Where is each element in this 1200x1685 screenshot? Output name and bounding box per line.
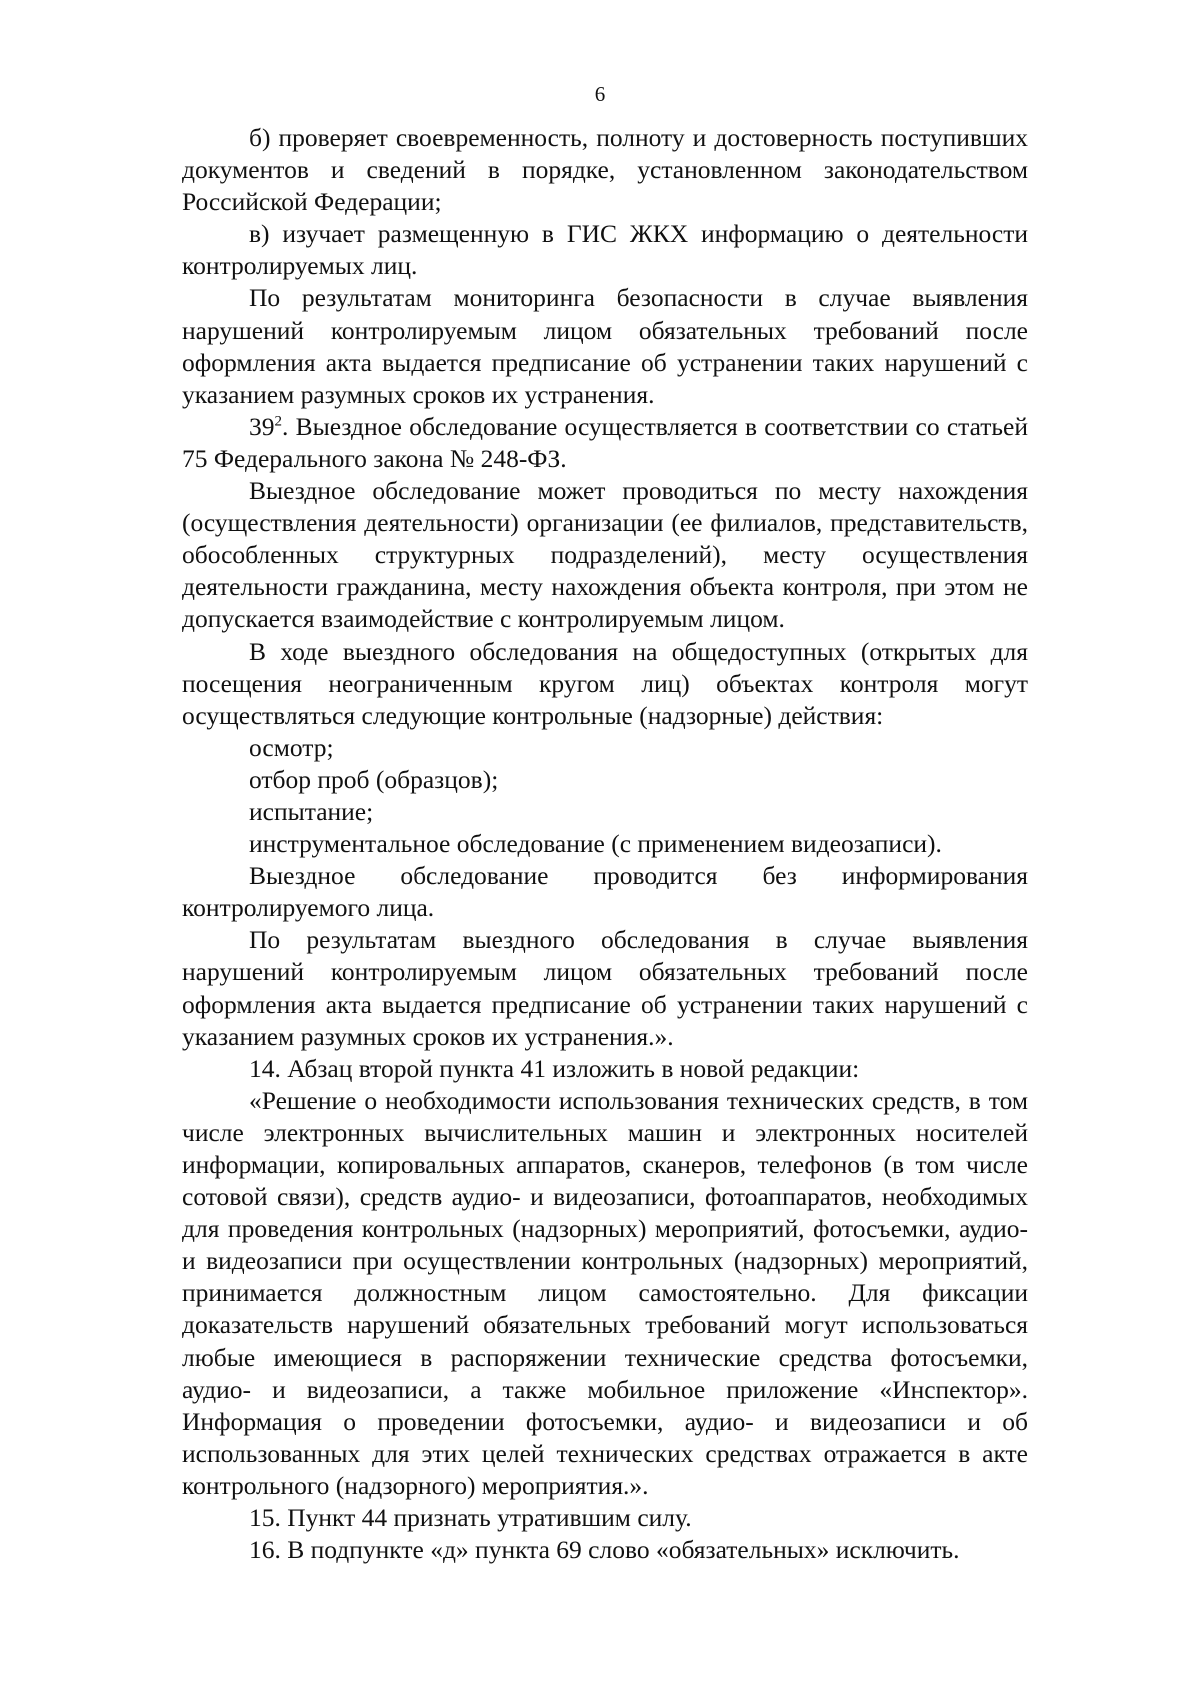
paragraph-technical-means: «Решение о необходимости использования технических средств, в том числе электронных вычислительных машин и электронных носителей информации, копировальных аппаратов, сканеров, телефонов (в том числе сотовой связи), средств аудио- и видеозаписи, фотоаппаратов, необходимых для проведения контрольных (надзорных) мероприятий, фотосъемки, аудио- и видеозаписи при осуществлении контрольных (надзорных) мероприятий, принимается должностным лицом самостоятельно. Для фиксации доказательств нарушений обязательных требований могут использоваться любые имеющиеся в распоряжении технические средства фотосъемки, аудио- и видеозаписи, а также мобильное приложение «Инспектор». Информация о проведении фотосъемки, аудио- и видеозаписи и об использованных для этих целей технических средствах отражается в акте контрольного (надзорного) мероприятия.». (182, 1085, 1028, 1500)
document-body (182, 122, 1028, 1566)
list-item-inspection: осмотр; (249, 732, 334, 762)
list-item-sampling: отбор проб (образцов); (249, 764, 499, 794)
paragraph-inspection-results: По результатам выездного обследования в случае выявления нарушений контролируемым лицом обязательных требований после оформления акта выдается предписание об устранении таких нарушений с указанием разумных сроков их устранения.». (182, 925, 1028, 1051)
clause-text: . Выездное обследование осуществляется в соответствии со статьей 75 Федерального закона № 248-ФЗ. (182, 411, 1028, 473)
paragraph-monitoring-results: По результатам мониторинга безопасности в случае выявления нарушений контролируемым лицом обязательных требований после оформления акта выдается предписание об устранении таких нарушений с указанием разумных сроков их устранения. (182, 283, 1028, 409)
page-number: 6 (594, 82, 606, 106)
list-item-testing: испытание; (249, 796, 374, 826)
paragraph-item-15: 15. Пункт 44 признать утратившим силу. (249, 1503, 692, 1533)
paragraph-no-notification: Выездное обследование проводится без информирования контролируемого лица. (182, 861, 1028, 923)
list-item-instrumental-survey: инструментальное обследование (с применением видеозаписи). (249, 829, 942, 859)
paragraph-field-inspection-actions: В ходе выездного обследования на общедоступных (открытых для посещения неограниченным кругом лиц) объектах контроля могут осуществляться следующие контрольные (надзорные) действия: (182, 636, 1028, 730)
paragraph-39-2 (182, 411, 1028, 475)
paragraph-v: в) изучает размещенную в ГИС ЖКХ информацию о деятельности контролируемых лиц. (182, 219, 1028, 281)
paragraph-item-14: 14. Абзац второй пункта 41 изложить в новой редакции: (249, 1053, 860, 1083)
paragraph-field-inspection-location: Выездное обследование может проводиться по месту нахождения (осуществления деятельности) организации (ее филиалов, представительств, обособленных структурных подразделений), месту осуществления деятельности гражданина, месту нахождения объекта контроля, при этом не допускается взаимодействие с контролируемым лицом. (182, 476, 1028, 634)
paragraph-item-16: 16. В подпункте «д» пункта 69 слово «обязательных» исключить. (249, 1535, 960, 1565)
clause-superscript: 2 (274, 413, 282, 430)
clause-number: 39 (249, 411, 275, 441)
paragraph-b: б) проверяет своевременность, полноту и достоверность поступивших документов и сведений в порядке, установленном законодательством Российской Федерации; (182, 123, 1028, 217)
